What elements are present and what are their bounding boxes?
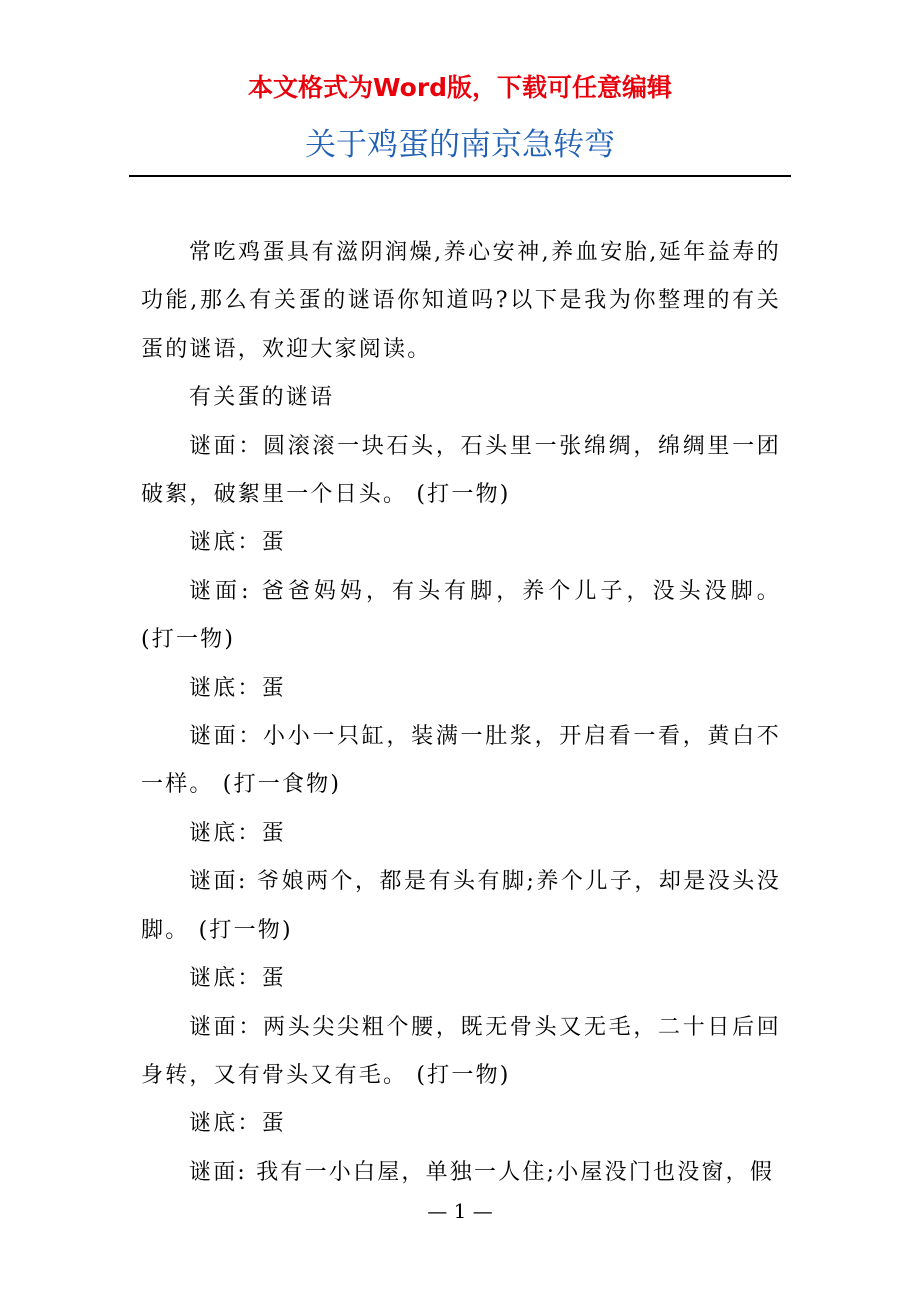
riddle-answer: 谜底：蛋	[189, 675, 286, 701]
format-notice: 本文格式为Word版，下载可任意编辑	[247, 73, 673, 102]
riddle-question: 谜面: 爷娘两个，都是有头有脚;养个儿子，却是没头没脚。 (打一物)	[141, 869, 781, 943]
document-title: 关于鸡蛋的南京急转弯	[305, 127, 615, 163]
riddle-question: 谜面：圆滚滚一块石头，石头里一张绵绸，绵绸里一团破絮，破絮里一个日头。 (打一物)	[141, 433, 781, 508]
intro-paragraph: 常吃鸡蛋具有滋阴润燥,养心安神,养血安胎,延年益寿的功能,那么有关蛋的谜语你知道吗?以下是我为你整理的有关蛋的谜语，欢迎大家阅读。	[141, 240, 781, 362]
riddle-answer: 谜底：蛋	[189, 966, 286, 992]
riddle-answer: 谜底：蛋	[189, 820, 286, 846]
document-body	[141, 229, 781, 1197]
riddle-question: 谜面: 我有一小白屋，单独一人住;小屋没门也没窗，假	[189, 1159, 775, 1185]
title-divider	[129, 175, 791, 177]
riddle-question: 谜面：小小一只缸，装满一肚浆，开启看一看，黄白不一样。 (打一食物)	[141, 724, 781, 798]
riddle-question: 谜面：两头尖尖粗个腰，既无骨头又无毛，二十日后回身转，又有骨头又有毛。 (打一物)	[141, 1014, 781, 1088]
riddle-question: 谜面: 爸爸妈妈，有头有脚，养个儿子，没头没脚。 (打一物)	[141, 578, 781, 653]
riddle-answer: 谜底：蛋	[189, 530, 286, 556]
riddle-answer: 谜底：蛋	[189, 1111, 286, 1137]
page-number: — 1 —	[427, 1199, 493, 1223]
section-heading: 有关蛋的谜语	[189, 385, 335, 411]
